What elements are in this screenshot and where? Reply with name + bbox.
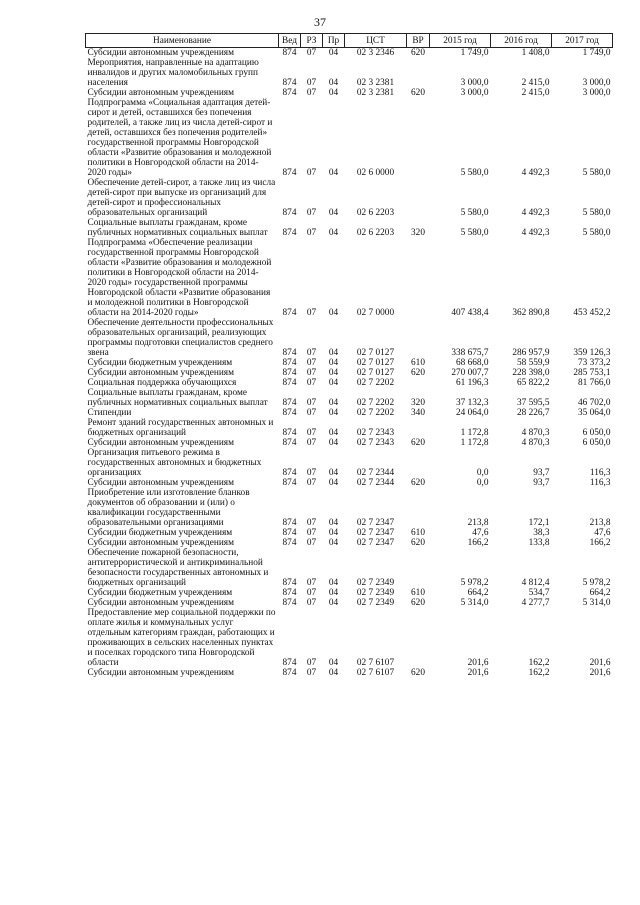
cell-cst: 02 7 6107: [356, 658, 395, 668]
table-row: [86, 608, 613, 668]
cell-name: Субсидии автономным учреждениям: [87, 438, 234, 448]
table-body: [86, 48, 613, 679]
cell-rz: 07: [306, 668, 317, 678]
cell-rz: 07: [306, 368, 317, 378]
cell-ved: 874: [282, 48, 297, 58]
cell-rz: 07: [306, 658, 317, 668]
cell-ved: 874: [282, 228, 297, 238]
cell-y2017: 5 314,0: [582, 598, 611, 608]
cell-y2016: 4 277,7: [521, 598, 550, 608]
cell-name: Подпрограмма «Социальная адаптация детей-сирот и детей, оставшихся без попечения родителей, а также лиц из числа детей-сирот и детей, оставшихся без попечения родителей» государственной программы Новгородской области «Развитие образования и молодежной политики в Новгородской области на 2014-2020 годы»: [87, 98, 273, 178]
cell-name: Обеспечение деятельности профессиональных образовательных организаций, реализующих программы подготовки специалистов среднего звена: [87, 318, 274, 358]
cell-ved: 874: [282, 368, 297, 378]
cell-vr: 340: [411, 408, 425, 418]
cell-cst: 02 7 2349: [356, 578, 395, 588]
cell-pr: 04: [328, 438, 339, 448]
cell-name: Субсидии автономным учреждениям: [87, 48, 234, 58]
table-row: [86, 478, 613, 488]
cell-vr: 610: [411, 588, 425, 598]
cell-y2017: 46 702,0: [577, 398, 611, 408]
cell-y2017: 664,2: [589, 588, 611, 598]
cell-y2017: 201,6: [589, 668, 611, 678]
header-2015: 2015 год: [430, 34, 491, 48]
cell-vr: 620: [411, 478, 425, 488]
cell-cst: 02 7 2347: [356, 538, 395, 548]
cell-name: Мероприятия, направленные на адаптацию инвалидов и других маломобильных групп населения: [87, 58, 259, 88]
cell-y2017: 6 050,0: [582, 438, 611, 448]
cell-y2016: 4 492,3: [521, 168, 550, 178]
cell-vr: [407, 98, 430, 178]
cell-vr: 620: [411, 438, 425, 448]
cell-y2015: 5 580,0: [460, 208, 489, 218]
cell-y2016: 65 822,2: [516, 378, 550, 388]
cell-cst: 02 7 2344: [356, 468, 395, 478]
cell-ved: 874: [282, 378, 297, 388]
cell-vr: 620: [411, 538, 425, 548]
cell-y2016: 534,7: [528, 588, 550, 598]
table-row: [86, 318, 613, 358]
table-row: [86, 58, 613, 88]
cell-pr: 04: [328, 368, 339, 378]
cell-ved: 874: [282, 88, 297, 98]
cell-y2017: 201,6: [589, 658, 611, 668]
cell-cst: 02 7 6107: [356, 668, 395, 678]
header-cst: ЦСТ: [345, 34, 407, 48]
cell-vr: 320: [411, 228, 425, 238]
cell-ved: 874: [282, 538, 297, 548]
cell-rz: 07: [306, 438, 317, 448]
cell-pr: 04: [328, 428, 339, 438]
cell-y2016: 4 492,3: [521, 228, 550, 238]
cell-pr: 04: [328, 228, 339, 238]
cell-y2015: 213,8: [467, 518, 489, 528]
cell-cst: 02 6 2203: [356, 228, 395, 238]
cell-ved: 874: [282, 78, 297, 88]
cell-y2017: 81 766,0: [577, 378, 611, 388]
cell-cst: 02 7 0127: [356, 358, 395, 368]
cell-pr: 04: [328, 518, 339, 528]
cell-pr: 04: [328, 168, 339, 178]
cell-pr: 04: [328, 598, 339, 608]
cell-vr: [407, 418, 430, 438]
cell-ved: 874: [282, 398, 297, 408]
cell-vr: [407, 488, 430, 528]
header-vr: ВР: [407, 34, 430, 48]
cell-vr: [407, 238, 430, 318]
cell-name: Ремонт зданий государственных автономных и бюджетных организаций: [87, 418, 274, 438]
table-row: [86, 538, 613, 548]
cell-ved: 874: [282, 518, 297, 528]
cell-y2017: 1 749,0: [582, 48, 611, 58]
cell-ved: 874: [282, 428, 297, 438]
cell-rz: 07: [306, 468, 317, 478]
cell-y2016: 4 812,4: [521, 578, 550, 588]
cell-y2017: 285 753,1: [573, 368, 611, 378]
cell-cst: 02 6 2203: [356, 208, 395, 218]
table-row: [86, 408, 613, 418]
table-row: [86, 358, 613, 368]
cell-pr: 04: [328, 588, 339, 598]
cell-ved: 874: [282, 528, 297, 538]
cell-pr: 04: [328, 578, 339, 588]
cell-rz: 07: [306, 578, 317, 588]
cell-rz: 07: [306, 348, 317, 358]
cell-y2015: 5 580,0: [460, 168, 489, 178]
cell-ved: 874: [282, 478, 297, 488]
cell-cst: 02 3 2381: [356, 78, 395, 88]
cell-ved: 874: [282, 468, 297, 478]
cell-pr: 04: [328, 398, 339, 408]
cell-rz: 07: [306, 78, 317, 88]
cell-vr: 620: [411, 368, 425, 378]
table-row: [86, 488, 613, 528]
cell-y2016: 162,2: [528, 668, 550, 678]
cell-vr: [407, 378, 430, 388]
cell-rz: 07: [306, 528, 317, 538]
cell-ved: 874: [282, 408, 297, 418]
cell-y2017: 5 580,0: [582, 228, 611, 238]
cell-name: Субсидии автономным учреждениям: [87, 88, 234, 98]
table-row: [86, 368, 613, 378]
cell-y2015: 47,6: [472, 528, 489, 538]
cell-cst: 02 7 2349: [356, 598, 395, 608]
cell-y2015: 5 978,2: [460, 578, 489, 588]
cell-pr: 04: [328, 308, 339, 318]
cell-y2016: 28 226,7: [516, 408, 550, 418]
header-row: [86, 34, 613, 48]
header-pr: Пр: [323, 34, 345, 48]
cell-y2017: 5 580,0: [582, 168, 611, 178]
cell-name: Субсидии автономным учреждениям: [87, 368, 234, 378]
table-row: [86, 218, 613, 238]
page-number: 37: [314, 15, 326, 29]
cell-name: Приобретение или изготовление бланков документов об образовании и (или) о квалификации государственными образовательными организациями: [87, 488, 250, 528]
cell-y2017: 73 373,2: [577, 358, 611, 368]
cell-y2016: 2 415,0: [521, 78, 550, 88]
cell-pr: 04: [328, 358, 339, 368]
cell-name: Подпрограмма «Обеспечение реализации государственной программы Новгородской области «Развитие образования и молодежной политики в Новгородской области на 2014-2020 годы» государственной программы Новгородской области «Развитие образования и молодежной политики в Новгородской области на 2014-2020 годы»: [87, 238, 272, 318]
cell-y2015: 3 000,0: [460, 88, 489, 98]
table-row: [86, 238, 613, 318]
cell-pr: 04: [328, 408, 339, 418]
cell-ved: 874: [282, 438, 297, 448]
cell-pr: 04: [328, 88, 339, 98]
cell-y2017: 6 050,0: [582, 428, 611, 438]
cell-pr: 04: [328, 378, 339, 388]
cell-vr: [407, 448, 430, 478]
table-row: [86, 548, 613, 588]
cell-cst: 02 7 2347: [356, 528, 395, 538]
cell-ved: 874: [282, 348, 297, 358]
header-name: Наименование: [86, 34, 279, 48]
cell-y2016: 93,7: [533, 468, 550, 478]
cell-name: Предоставление мер социальной поддержки по оплате жилья и коммунальных услуг отдельным категориям граждан, работающих и проживающих в сельских населенных пунктах и поселках городского типа Новгородской области: [87, 608, 276, 668]
cell-rz: 07: [306, 478, 317, 488]
table-header: [86, 34, 613, 48]
cell-y2015: 0,0: [476, 478, 489, 488]
cell-name: Субсидии бюджетным учреждениям: [87, 358, 233, 368]
cell-cst: 02 7 0127: [356, 368, 395, 378]
cell-cst: 02 7 0127: [356, 348, 395, 358]
cell-y2015: 338 675,7: [451, 348, 489, 358]
cell-rz: 07: [306, 168, 317, 178]
cell-name: Стипендии: [87, 408, 132, 418]
cell-rz: 07: [306, 398, 317, 408]
cell-y2015: 664,2: [467, 588, 489, 598]
table-row: [86, 418, 613, 438]
cell-vr: 620: [411, 668, 425, 678]
cell-name: Субсидии автономным учреждениям: [87, 668, 234, 678]
cell-vr: [407, 318, 430, 358]
cell-y2016: 1 408,0: [521, 48, 550, 58]
cell-name: Социальные выплаты гражданам, кроме публичных нормативных социальных выплат: [87, 388, 268, 408]
cell-name: Обеспечение детей-сирот, а также лиц из числа детей-сирот при выпуске из организаций для детей-сирот и профессиональных образовательных организаций: [87, 178, 276, 218]
cell-rz: 07: [306, 408, 317, 418]
cell-y2017: 5 978,2: [582, 578, 611, 588]
cell-ved: 874: [282, 208, 297, 218]
cell-name: Субсидии бюджетным учреждениям: [87, 588, 233, 598]
cell-pr: 04: [328, 348, 339, 358]
cell-y2017: 453 452,2: [573, 308, 611, 318]
cell-y2015: 201,6: [467, 658, 489, 668]
cell-cst: 02 3 2381: [356, 88, 395, 98]
cell-y2016: 58 559,9: [516, 358, 550, 368]
cell-y2017: 116,3: [589, 468, 611, 478]
cell-y2015: 166,2: [467, 538, 489, 548]
header-2017: 2017 год: [552, 34, 613, 48]
cell-cst: 02 3 2346: [356, 48, 395, 58]
cell-vr: [407, 608, 430, 668]
table-row: [86, 378, 613, 388]
cell-rz: 07: [306, 208, 317, 218]
cell-y2015: 5 314,0: [460, 598, 489, 608]
cell-pr: 04: [328, 528, 339, 538]
cell-rz: 07: [306, 588, 317, 598]
table-row: [86, 438, 613, 448]
cell-y2016: 2 415,0: [521, 88, 550, 98]
cell-y2017: 35 064,0: [577, 408, 611, 418]
table-row: [86, 588, 613, 598]
cell-y2017: 116,3: [589, 478, 611, 488]
cell-y2015: 68 668,0: [455, 358, 489, 368]
table-row: [86, 388, 613, 408]
cell-y2017: 5 580,0: [582, 208, 611, 218]
cell-ved: 874: [282, 168, 297, 178]
cell-rz: 07: [306, 538, 317, 548]
cell-y2015: 3 000,0: [460, 78, 489, 88]
cell-pr: 04: [328, 208, 339, 218]
cell-cst: 02 7 2343: [356, 428, 395, 438]
cell-name: Обеспечение пожарной безопасности, антитеррористической и антикриминальной безопасности государственных автономных и бюджетных организаций: [87, 548, 269, 588]
cell-ved: 874: [282, 598, 297, 608]
cell-vr: [407, 58, 430, 88]
table-row: [86, 528, 613, 538]
table-row: [86, 88, 613, 98]
cell-y2015: 0,0: [476, 468, 489, 478]
cell-name: Социальные выплаты гражданам, кроме публичных нормативных социальных выплат: [87, 218, 268, 238]
cell-y2015: 270 007,7: [451, 368, 489, 378]
cell-ved: 874: [282, 578, 297, 588]
cell-vr: 610: [411, 528, 425, 538]
table-row: [86, 598, 613, 608]
cell-vr: 610: [411, 358, 425, 368]
cell-pr: 04: [328, 668, 339, 678]
cell-cst: 02 6 0000: [356, 168, 395, 178]
cell-y2016: 93,7: [533, 478, 550, 488]
cell-rz: 07: [306, 598, 317, 608]
cell-rz: 07: [306, 518, 317, 528]
cell-y2017: 3 000,0: [582, 88, 611, 98]
header-ved: Вед: [279, 34, 301, 48]
cell-vr: 620: [411, 48, 425, 58]
cell-y2015: 24 064,0: [455, 408, 489, 418]
cell-name: Организация питьевого режима в государственных автономных и бюджетных организациях: [87, 448, 262, 478]
cell-name: Социальная поддержка обучающихся: [87, 378, 237, 388]
budget-table: [85, 33, 613, 678]
cell-cst: 02 7 2202: [356, 378, 395, 388]
table-row: [86, 668, 613, 678]
cell-y2015: 407 438,4: [451, 308, 489, 318]
cell-name: Субсидии автономным учреждениям: [87, 478, 234, 488]
cell-y2016: 4 870,3: [521, 438, 550, 448]
cell-rz: 07: [306, 378, 317, 388]
cell-cst: 02 7 2347: [356, 518, 395, 528]
cell-y2017: 47,6: [594, 528, 611, 538]
cell-name: Субсидии автономным учреждениям: [87, 598, 234, 608]
cell-y2016: 133,8: [528, 538, 550, 548]
cell-pr: 04: [328, 538, 339, 548]
header-2016: 2016 год: [491, 34, 552, 48]
cell-cst: 02 7 2202: [356, 408, 395, 418]
cell-y2015: 1 749,0: [460, 48, 489, 58]
cell-y2016: 162,2: [528, 658, 550, 668]
cell-cst: 02 7 0000: [356, 308, 395, 318]
cell-y2017: 359 126,3: [573, 348, 611, 358]
cell-y2017: 213,8: [589, 518, 611, 528]
cell-vr: 320: [411, 398, 425, 408]
cell-y2016: 228 398,0: [512, 368, 550, 378]
cell-cst: 02 7 2202: [356, 398, 395, 408]
cell-cst: 02 7 2344: [356, 478, 395, 488]
cell-pr: 04: [328, 48, 339, 58]
table-row: [86, 178, 613, 218]
cell-ved: 874: [282, 308, 297, 318]
cell-y2016: 38,3: [533, 528, 550, 538]
cell-rz: 07: [306, 88, 317, 98]
cell-pr: 04: [328, 78, 339, 88]
cell-ved: 874: [282, 588, 297, 598]
cell-y2017: 166,2: [589, 538, 611, 548]
table-row: [86, 98, 613, 178]
cell-ved: 874: [282, 358, 297, 368]
cell-ved: 874: [282, 658, 297, 668]
cell-vr: [407, 178, 430, 218]
cell-y2015: 1 172,8: [460, 438, 489, 448]
table-row: [86, 48, 613, 59]
cell-y2016: 172,1: [528, 518, 550, 528]
cell-pr: 04: [328, 468, 339, 478]
cell-y2015: 1 172,8: [460, 428, 489, 438]
cell-vr: [407, 548, 430, 588]
cell-y2016: 37 595,5: [516, 398, 550, 408]
cell-y2015: 201,6: [467, 668, 489, 678]
cell-rz: 07: [306, 228, 317, 238]
cell-rz: 07: [306, 48, 317, 58]
cell-vr: 620: [411, 598, 425, 608]
cell-name: Субсидии бюджетным учреждениям: [87, 528, 233, 538]
cell-y2015: 37 132,3: [455, 398, 489, 408]
cell-y2016: 4 492,3: [521, 208, 550, 218]
cell-rz: 07: [306, 428, 317, 438]
cell-y2015: 61 196,3: [455, 378, 489, 388]
cell-name: Субсидии автономным учреждениям: [87, 538, 234, 548]
cell-y2016: 286 957,9: [512, 348, 550, 358]
cell-ved: 874: [282, 668, 297, 678]
table-row: [86, 448, 613, 478]
cell-cst: 02 7 2343: [356, 438, 395, 448]
cell-y2016: 362 890,8: [512, 308, 550, 318]
cell-cst: 02 7 2349: [356, 588, 395, 598]
cell-y2015: 5 580,0: [460, 228, 489, 238]
cell-y2016: 4 870,3: [521, 428, 550, 438]
cell-y2017: 3 000,0: [582, 78, 611, 88]
cell-pr: 04: [328, 658, 339, 668]
cell-vr: 620: [411, 88, 425, 98]
cell-rz: 07: [306, 308, 317, 318]
cell-rz: 07: [306, 358, 317, 368]
header-rz: РЗ: [301, 34, 323, 48]
cell-pr: 04: [328, 478, 339, 488]
